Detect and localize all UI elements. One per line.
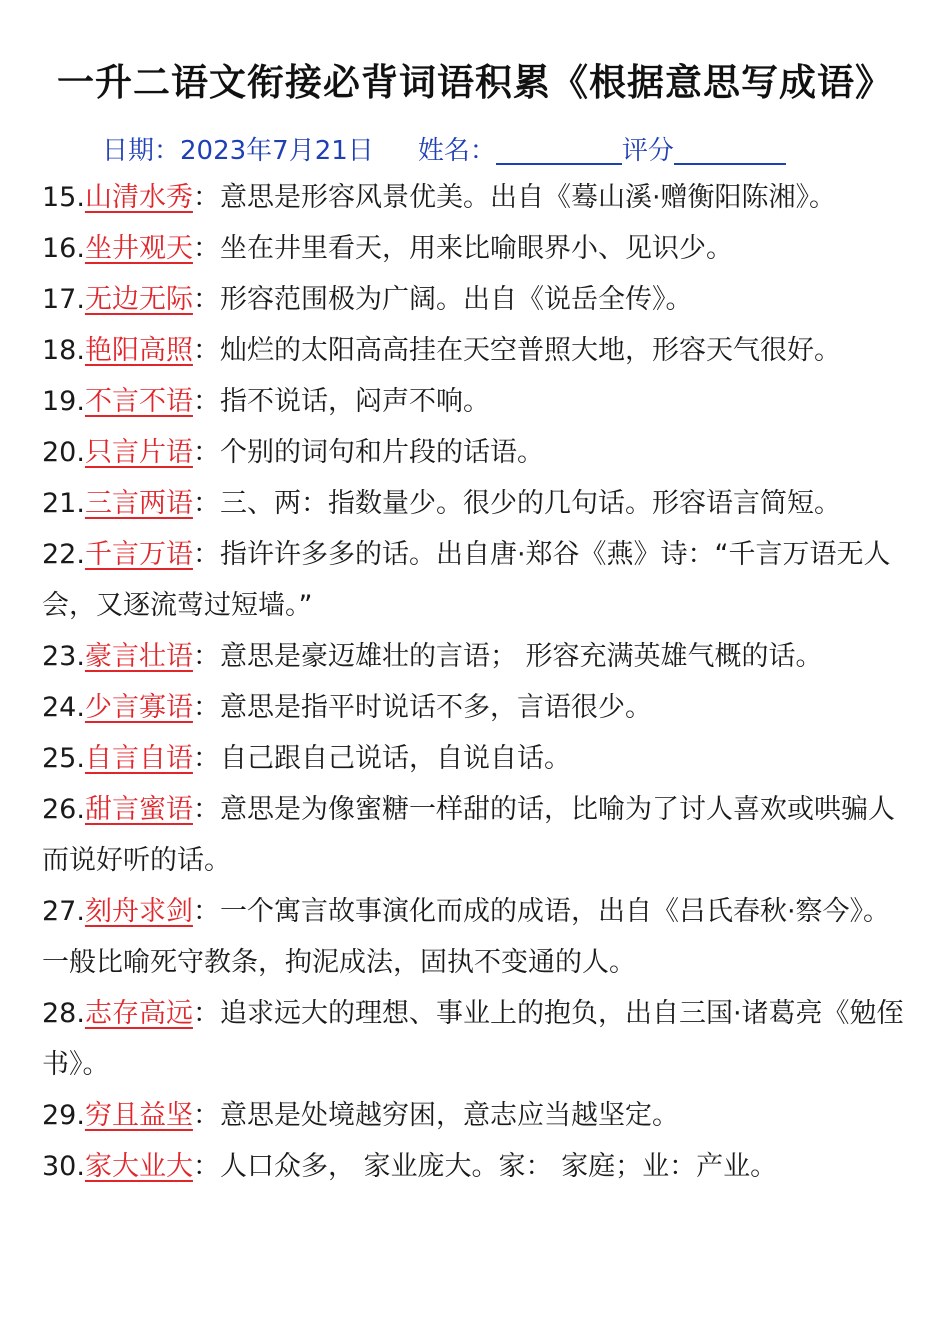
- score-blank[interactable]: [674, 133, 786, 165]
- entry-number: 19.: [42, 386, 85, 417]
- entry-idiom: 无边无际: [84, 284, 193, 315]
- entry-idiom: 穷且益坚: [84, 1100, 193, 1131]
- entry-number: 27.: [42, 896, 85, 927]
- entry-meaning: ：灿烂的太阳高高挂在天空普照大地，形容天气很好。: [192, 335, 841, 366]
- entry-number: 26.: [42, 794, 85, 825]
- idiom-entry: [42, 427, 917, 478]
- entry-idiom: 不言不语: [84, 386, 193, 417]
- entry-meaning: ：意思是豪迈雄壮的言语； 形容充满英雄气概的话。: [192, 641, 823, 672]
- idiom-entry: [42, 733, 917, 784]
- idiom-entry: [42, 325, 917, 376]
- entry-meaning: ：三、两：指数量少。很少的几句话。形容语言简短。: [192, 488, 841, 519]
- entry-number: 24.: [42, 692, 85, 723]
- idiom-entry: [42, 478, 917, 529]
- name-label: 姓名：: [417, 136, 496, 166]
- entry-meaning: ：个别的词句和片段的话语。: [192, 437, 544, 468]
- idiom-entry: [42, 529, 917, 631]
- entry-idiom: 三言两语: [84, 488, 193, 519]
- entry-idiom: 山清水秀: [84, 182, 193, 213]
- score-label: 评分: [621, 136, 674, 166]
- entry-number: 17.: [42, 284, 85, 315]
- entry-meaning: ：指不说话，闷声不响。: [192, 386, 490, 417]
- entry-number: 15.: [42, 182, 85, 213]
- entry-idiom: 只言片语: [84, 437, 193, 468]
- entry-number: 18.: [42, 335, 85, 366]
- idiom-entry: [42, 988, 917, 1090]
- entry-meaning: ：形容范围极为广阔。出自《说岳全传》。: [192, 284, 693, 315]
- entry-idiom: 家大业大: [84, 1151, 193, 1182]
- entry-idiom: 自言自语: [84, 743, 193, 774]
- entry-meaning: ：意思是处境越穷困，意志应当越坚定。: [192, 1100, 679, 1131]
- entry-number: 22.: [42, 539, 85, 570]
- date-value: 2023年7月21日: [180, 136, 374, 166]
- entry-idiom: 艳阳高照: [84, 335, 193, 366]
- entry-idiom: 坐井观天: [84, 233, 193, 264]
- entry-meaning: ：意思是指平时说话不多，言语很少。: [192, 692, 652, 723]
- entry-meaning: ：坐在井里看天，用来比喻眼界小、见识少。: [192, 233, 733, 264]
- idiom-entry: [42, 172, 917, 223]
- entry-idiom: 千言万语: [84, 539, 193, 570]
- entry-number: 16.: [42, 233, 85, 264]
- idiom-entry: [42, 1141, 917, 1192]
- entry-idiom: 豪言壮语: [84, 641, 193, 672]
- entry-number: 21.: [42, 488, 85, 519]
- entry-number: 25.: [42, 743, 85, 774]
- page-title: 一升二语文衔接必背词语积累《根据意思写成语》: [57, 61, 893, 104]
- entry-meaning: ：意思是形容风景优美。出自《蓦山溪·赠衡阳陈湘》。: [192, 182, 837, 213]
- entry-idiom: 甜言蜜语: [84, 794, 193, 825]
- idiom-entry: [42, 631, 917, 682]
- entry-idiom: 志存高远: [84, 998, 193, 1029]
- entry-idiom: 少言寡语: [84, 692, 193, 723]
- idiom-entry: [42, 682, 917, 733]
- entry-meaning: ：指许许多多的话。出自唐·郑谷《燕》诗：“千言万语无人会，又逐流莺过短墙。”: [42, 539, 891, 621]
- entry-number: 23.: [42, 641, 85, 672]
- header-meta: [102, 130, 786, 167]
- entry-number: 20.: [42, 437, 85, 468]
- idiom-entry: [42, 274, 917, 325]
- name-blank[interactable]: [496, 133, 622, 165]
- entry-number: 28.: [42, 998, 85, 1029]
- entry-meaning: ：意思是为像蜜糖一样甜的话，比喻为了讨人喜欢或哄骗人而说好听的话。: [42, 794, 895, 876]
- entry-meaning: ：自己跟自己说话，自说自话。: [192, 743, 571, 774]
- entry-idiom: 刻舟求剑: [84, 896, 193, 927]
- entry-meaning: ：人口众多， 家业庞大。家： 家庭；业：产业。: [192, 1151, 778, 1182]
- entry-number: 30.: [42, 1151, 85, 1182]
- idiom-entry: [42, 886, 917, 988]
- idiom-entry: [42, 784, 917, 886]
- idiom-list: [42, 172, 917, 1192]
- idiom-entry: [42, 223, 917, 274]
- entry-meaning: ：一个寓言故事演化而成的成语，出自《吕氏春秋·察今》。一般比喻死守教条，拘泥成法，固执不变通的人。: [42, 896, 891, 978]
- entry-meaning: ：追求远大的理想、事业上的抱负，出自三国·诸葛亮《勉侄书》。: [42, 998, 904, 1080]
- idiom-entry: [42, 376, 917, 427]
- idiom-entry: [42, 1090, 917, 1141]
- entry-number: 29.: [42, 1100, 85, 1131]
- date-label: 日期：: [102, 136, 181, 166]
